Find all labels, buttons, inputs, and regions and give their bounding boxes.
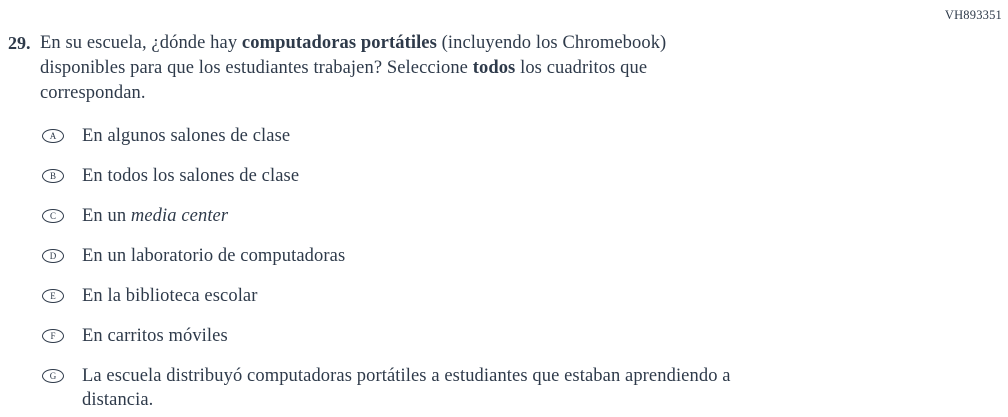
question-block bbox=[8, 31, 666, 106]
options-list bbox=[42, 124, 992, 417]
option-b[interactable] bbox=[42, 164, 992, 188]
option-a-label: En algunos salones de clase bbox=[82, 126, 291, 146]
option-g-bubble[interactable]: G bbox=[42, 369, 64, 383]
question-text bbox=[40, 31, 666, 106]
option-d-bubble[interactable]: D bbox=[42, 249, 64, 263]
question-line-2: disponibles para que los estudiantes trabajen? Seleccione todos los cuadritos que bbox=[40, 58, 648, 78]
option-d[interactable] bbox=[42, 244, 992, 268]
option-c-bubble[interactable]: C bbox=[42, 209, 64, 223]
option-a-bubble[interactable]: A bbox=[42, 129, 64, 143]
option-e-label: En la biblioteca escolar bbox=[82, 286, 258, 306]
option-g[interactable] bbox=[42, 364, 992, 412]
option-c[interactable] bbox=[42, 204, 992, 228]
option-b-label: En todos los salones de clase bbox=[82, 166, 300, 186]
question-line-1: En su escuela, ¿dónde hay computadoras portátiles (incluyendo los Chromebook) bbox=[40, 33, 667, 53]
option-g-label bbox=[82, 364, 731, 412]
option-e[interactable] bbox=[42, 284, 992, 308]
item-code: VH893351 bbox=[944, 8, 1002, 22]
option-e-bubble[interactable]: E bbox=[42, 289, 64, 303]
option-g-line-2: distancia. bbox=[82, 390, 154, 410]
question-line-3: correspondan. bbox=[40, 83, 146, 103]
option-a[interactable] bbox=[42, 124, 992, 148]
question-number: 29. bbox=[8, 33, 31, 53]
option-c-label: En un media center bbox=[82, 206, 229, 226]
option-d-label: En un laboratorio de computadoras bbox=[82, 246, 346, 266]
option-b-bubble[interactable]: B bbox=[42, 169, 64, 183]
option-g-line-1: La escuela distribuyó computadoras portátiles a estudiantes que estaban aprendiendo a bbox=[82, 366, 731, 386]
option-f-bubble[interactable]: F bbox=[42, 329, 64, 343]
option-f[interactable] bbox=[42, 324, 992, 348]
option-f-label: En carritos móviles bbox=[82, 326, 228, 346]
